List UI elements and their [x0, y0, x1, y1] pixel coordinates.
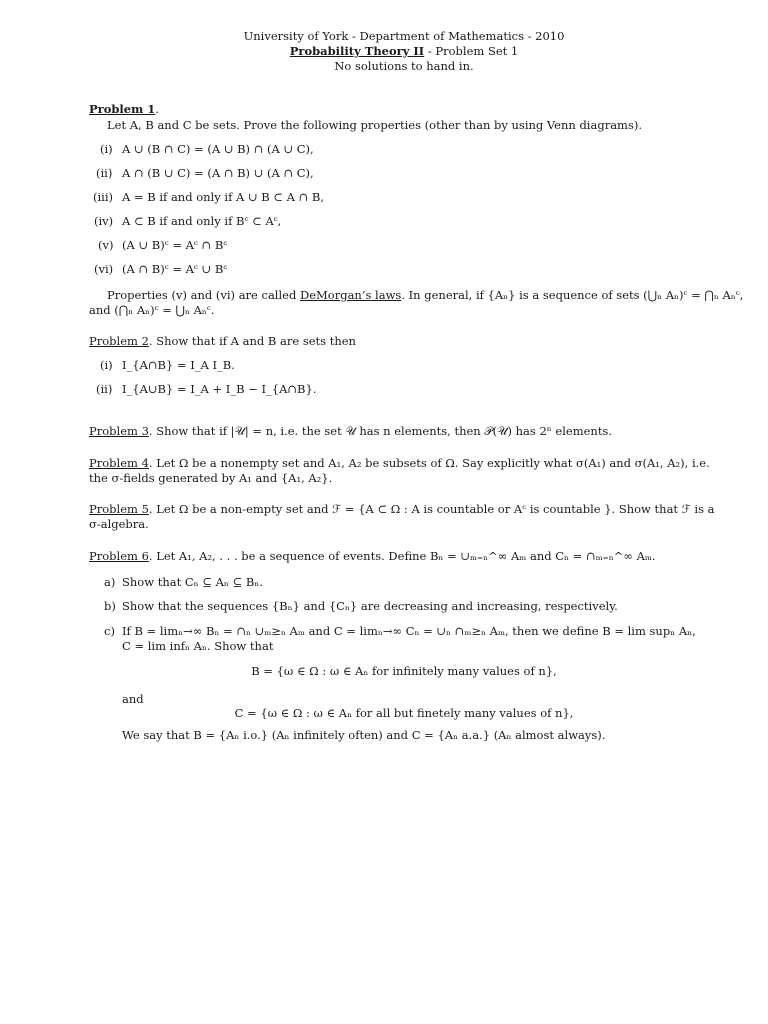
p1-item-text: A = B if and only if A ∪ B ⊂ A ∩ B,	[122, 190, 324, 204]
p2-item-label: (ii)	[96, 382, 113, 396]
p6-item-label: c)	[104, 624, 115, 638]
problem-6-title: Problem 6	[89, 549, 149, 563]
p6-item-label: b)	[104, 599, 116, 613]
problem-3-text: . Show that if |𝒰| = n, i.e. the set 𝒰 has n elements, then 𝒫(𝒰) has 2ⁿ elements.	[148, 424, 612, 438]
course-title: Probability Theory II	[289, 44, 425, 58]
p6-item-text: Show that the sequences {Bₙ} and {Cₙ} are decreasing and increasing, respectively.	[122, 599, 618, 613]
problem-4	[89, 456, 710, 470]
header-note: No solutions to hand in.	[334, 59, 474, 73]
problem-1-title-end: .	[155, 102, 159, 116]
equation-liminf: C = {ω ∈ Ω : ω ∈ Aₙ for all but finetely many values of n},	[234, 706, 574, 720]
problem-2-text: . Show that if A and B are sets then	[148, 334, 356, 348]
problem-1-heading	[89, 102, 159, 116]
problem-1-note	[107, 288, 743, 302]
p2-item-text: I_{A∩B} = I_A I_B.	[122, 358, 235, 372]
p1-item-label: (iii)	[93, 190, 114, 204]
problem-2-title: Problem 2	[89, 334, 149, 348]
problem-1-note-line2: and (⋂ₙ Aₙ)ᶜ = ⋃ₙ Aₙᶜ.	[89, 303, 215, 317]
p1-item-label: (ii)	[96, 166, 113, 180]
problem-3	[89, 424, 612, 438]
problem-4-title: Problem 4	[89, 456, 149, 470]
p6-item-text: Show that Cₙ ⊆ Aₙ ⊆ Bₙ.	[122, 575, 263, 589]
p1-item-label: (vi)	[94, 262, 114, 276]
p1-item-label: (v)	[98, 238, 114, 252]
p1-item-text: A ⊂ B if and only if Bᶜ ⊂ Aᶜ,	[122, 214, 282, 228]
closing-sentence: We say that B = {Aₙ i.o.} (Aₙ infinitely often) and C = {Aₙ a.a.} (Aₙ almost always).	[122, 728, 606, 742]
problem-1-title: Problem 1	[89, 102, 156, 116]
p2-item-text: I_{A∪B} = I_A + I_B − I_{A∩B}.	[122, 382, 317, 396]
p6-item-text: If B = limₙ→∞ Bₙ = ∩ₙ ∪ₘ≥ₙ Aₘ and C = limₙ→∞ Cₙ = ∪ₙ ∩ₘ≥ₙ Aₘ, then we define B = lim supₙ Aₙ,	[122, 624, 696, 638]
problem-6	[89, 549, 656, 563]
p1-item-text: (A ∩ B)ᶜ = Aᶜ ∪ Bᶜ	[122, 262, 228, 276]
problem-set-label: - Problem Set 1	[424, 44, 519, 58]
demorgan-term: DeMorgan’s laws	[299, 288, 402, 302]
problem-5-text: . Let Ω be a non-empty set and ℱ = {A ⊂ Ω : A is countable or Aᶜ is countable }. Show that ℱ is a	[148, 502, 715, 516]
problem-1-intro: Let A, B and C be sets. Prove the following properties (other than by using Venn diagrams).	[107, 118, 643, 132]
problem-5-title: Problem 5	[89, 502, 149, 516]
header-institution: University of York - Department of Mathematics - 2010	[243, 29, 565, 43]
header-title-line	[0, 44, 768, 58]
note-pre: Properties (v) and (vi) are called	[107, 288, 300, 302]
p1-item-text: A ∪ (B ∩ C) = (A ∪ B) ∩ (A ∪ C),	[122, 142, 314, 156]
problem-4-line2: the σ-fields generated by A₁ and {A₁, A₂}.	[89, 471, 333, 485]
and-text: and	[122, 692, 144, 706]
p2-item-label: (i)	[100, 358, 113, 372]
problem-6-text: . Let A₁, A₂, . . . be a sequence of events. Define Bₙ = ∪ₘ₌ₙ^∞ Aₘ and Cₙ = ∩ₘ₌ₙ^∞ Aₘ.	[148, 549, 656, 563]
problem-3-title: Problem 3	[89, 424, 149, 438]
problem-5-line2: σ-algebra.	[89, 517, 149, 531]
p6-item-label: a)	[104, 575, 116, 589]
problem-4-text: . Let Ω be a nonempty set and A₁, A₂ be subsets of Ω. Say explicitly what σ(A₁) and σ(A₁, A₂), i.e.	[148, 456, 710, 470]
equation-limsup: B = {ω ∈ Ω : ω ∈ Aₙ for infinitely many values of n},	[251, 664, 557, 678]
p6-c-line2: C = lim infₙ Aₙ. Show that	[122, 639, 274, 653]
p1-item-label: (iv)	[94, 214, 114, 228]
problem-2-heading	[89, 334, 356, 348]
p1-item-label: (i)	[100, 142, 113, 156]
p1-item-text: A ∩ (B ∪ C) = (A ∩ B) ∪ (A ∩ C),	[122, 166, 314, 180]
note-post: . In general, if {Aₙ} is a sequence of sets (⋃ₙ Aₙ)ᶜ = ⋂ₙ Aₙᶜ,	[401, 288, 744, 302]
problem-5	[89, 502, 715, 516]
p1-item-text: (A ∪ B)ᶜ = Aᶜ ∩ Bᶜ	[122, 238, 228, 252]
